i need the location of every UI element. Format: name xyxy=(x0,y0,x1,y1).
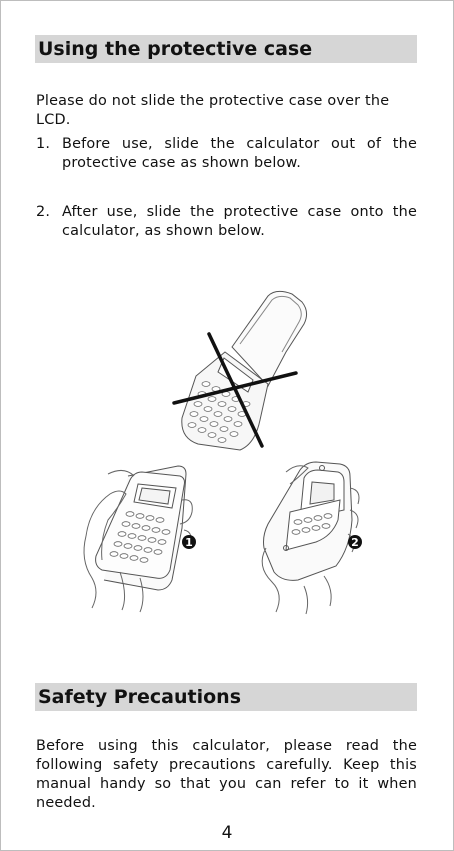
step-2-figure xyxy=(262,462,359,614)
step-2-number: 2. xyxy=(36,204,51,220)
page-number: 4 xyxy=(221,823,233,843)
step-1-marker xyxy=(182,535,196,549)
step-1-number: 1. xyxy=(36,136,51,152)
step-1-figure xyxy=(84,466,192,612)
section-heading-protective-case: Using the protective case xyxy=(35,35,417,63)
step-2-text: After use, slide the protective case onto the calculator, as shown below. xyxy=(62,204,417,239)
svg-text:2: 2 xyxy=(351,536,359,549)
safety-precautions-text: Before using this calculator, please read the following safety precautions carefully. Keep this manual handy so that you can refer to it when needed. xyxy=(36,738,417,811)
incorrect-usage-figure xyxy=(182,291,307,450)
section-heading-safety-precautions: Safety Precautions xyxy=(35,683,417,711)
step-1-text: Before use, slide the calculator out of the protective case as shown below. xyxy=(62,136,417,171)
svg-text:1: 1 xyxy=(185,536,193,549)
step-2-marker xyxy=(348,535,362,549)
intro-text: Please do not slide the protective case over the LCD. xyxy=(36,93,390,128)
